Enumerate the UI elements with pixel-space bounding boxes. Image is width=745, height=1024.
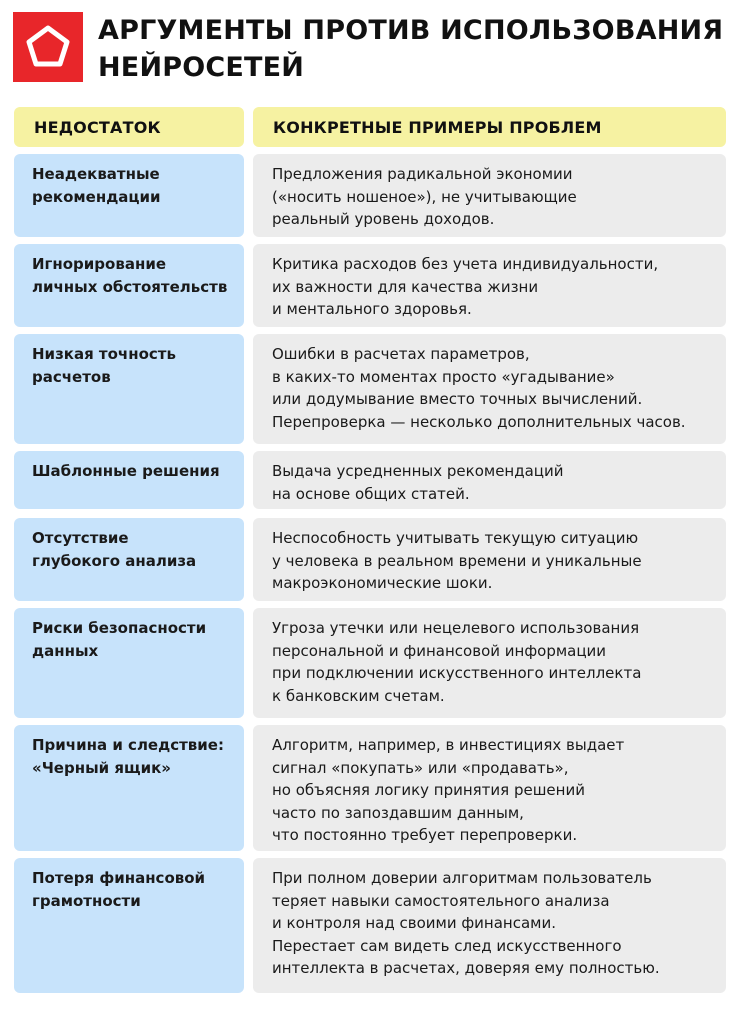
table-row-example [253,334,726,444]
issue-line: Причина и следствие: [32,736,224,754]
example-line: Перестает сам видеть след искусственного [272,936,622,955]
example-line: на основе общих статей. [272,484,470,503]
table-row-issue [14,334,244,444]
example-line: Выдача усредненных рекомендаций [272,462,564,480]
issue-line: Потеря финансовой [32,869,206,887]
example-line: При полном доверии алгоритмам пользователь [272,869,652,887]
issue-line: рекомендации [32,187,161,206]
table-row-example [253,608,726,718]
example-line: Предложения радикальной экономии [272,165,573,183]
example-line: («носить ношеное»), не учитывающие [272,187,577,206]
table-row-example [253,154,726,237]
table-row-issue [14,244,244,327]
example-line: реальный уровень доходов. [272,210,495,228]
example-line: в каких-то моментах просто «угадывание» [272,367,615,386]
example-line: Ошибки в расчетах параметров, [272,345,530,363]
issue-line: расчетов [32,367,111,386]
example-line: Перепроверка — несколько дополнительных часов. [272,412,686,431]
example-line: интеллекта в расчетах, доверяя ему полностью. [272,959,660,977]
example-line: при подключении искусственного интеллекта [272,664,642,682]
issue-line: грамотности [32,891,141,910]
example-line: у человека в реальном времени и уникальные [272,551,642,570]
table-row-issue [14,608,244,718]
example-line: что постоянно требует перепроверки. [272,826,578,844]
issue-line: Шаблонные решения [32,462,220,480]
issue-line: Игнорирование [32,255,167,273]
pentagon-logo-icon [13,12,83,82]
example-line: и ментального здоровья. [272,300,472,318]
issue-line: Риски безопасности [32,619,207,637]
issue-line: Низкая точность [32,345,176,363]
issue-line: глубокого анализа [32,551,197,570]
example-line: или додумывание вместо точных вычислений. [272,390,643,408]
title-line-1: АРГУМЕНТЫ ПРОТИВ ИСПОЛЬЗОВАНИЯ [98,15,724,46]
table-row-issue [14,154,244,237]
issue-line: «Черный ящик» [32,758,171,777]
issue-line: данных [32,641,99,660]
example-line: персональной и финансовой информации [272,641,607,660]
issue-line: Отсутствие [32,529,129,547]
table-row-issue [14,451,244,509]
example-line: и контроля над своими финансами. [272,914,557,932]
example-line: Критика расходов без учета индивидуальности, [272,255,659,273]
table-row-issue [14,725,244,851]
issue-line: Неадекватные [32,165,160,183]
example-line: макроэкономические шоки. [272,574,493,592]
table-row-example [253,518,726,601]
table-row-example [253,244,726,327]
example-line: к банковским счетам. [272,686,445,705]
issue-line: личных обстоятельств [32,277,228,296]
example-line: Неспособность учитывать текущую ситуацию [272,529,639,547]
example-line: Угроза утечки или нецелевого использования [272,619,640,637]
table-row-issue [14,858,244,993]
table-row-example [253,451,726,509]
column-header-examples: КОНКРЕТНЫЕ ПРИМЕРЫ ПРОБЛЕМ [253,107,726,147]
column-header-issue: НЕДОСТАТОК [14,107,244,147]
example-line: часто по запоздавшим данным, [272,803,524,822]
title-line-2: НЕЙРОСЕТЕЙ [98,52,305,83]
example-line: сигнал «покупать» или «продавать», [272,758,569,777]
table-row-issue [14,518,244,601]
example-line: их важности для качества жизни [272,277,539,296]
table-row-example [253,858,726,993]
example-line: теряет навыки самостоятельного анализа [272,891,610,910]
table-row-example [253,725,726,851]
example-line: но объясняя логику принятия решений [272,781,585,799]
page-title [98,12,728,86]
example-line: Алгоритм, например, в инвестициях выдает [272,736,625,754]
